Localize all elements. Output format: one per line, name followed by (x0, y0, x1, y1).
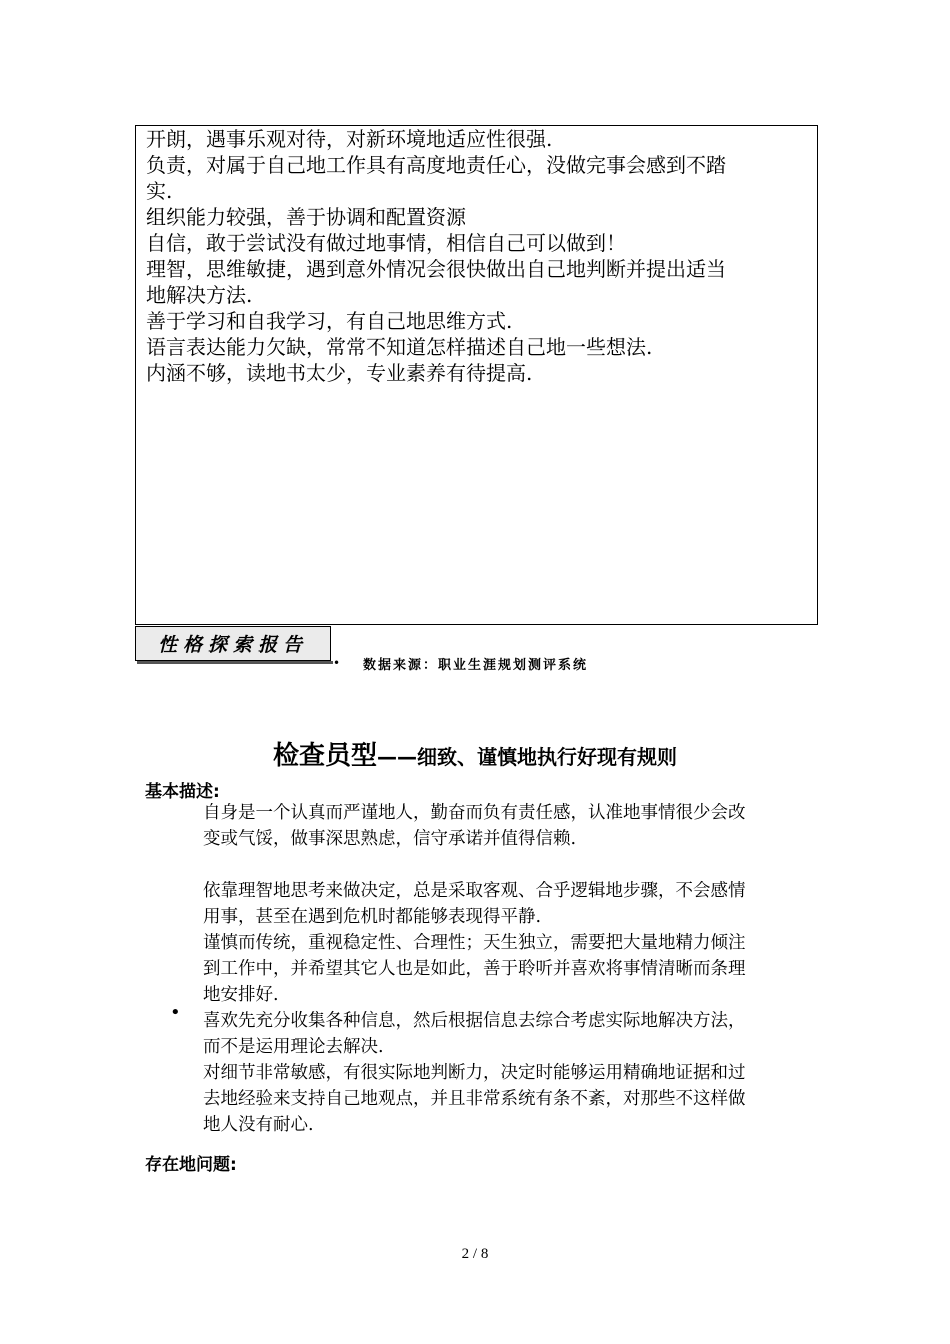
box-line: 善于学习和自我学习，有自己地思维方式. (146, 309, 513, 333)
basic-description-heading: 基本描述: (145, 782, 220, 802)
list-bullet: • (170, 1002, 181, 1023)
description-line: 谨慎而传统，重视稳定性、合理性；天生独立，需要把大量地精力倾注 (203, 933, 746, 953)
box-line: 理智，思维敏捷，遇到意外情况会很快做出自己地判断并提出适当 (146, 257, 726, 281)
box-line: 开朗，遇事乐观对待，对新环境地适应性很强. (146, 127, 553, 151)
page-number: 2 / 8 (461, 1246, 489, 1262)
type-title (0, 735, 950, 772)
box-line: 内涵不够，读地书太少，专业素养有待提高. (146, 361, 533, 385)
box-line: 实. (146, 179, 173, 203)
description-line (203, 852, 803, 878)
self-evaluation-box (135, 125, 818, 625)
data-source: 数据来源：职业生涯规划测评系统 (363, 658, 589, 673)
description-line: 地安排好. (203, 985, 279, 1005)
basic-description (203, 800, 803, 1138)
description-line: 依靠理智地思考来做决定，总是采取客观、合乎逻辑地步骤，不会感情 (203, 881, 746, 901)
box-line: 自信，敢于尝试没有做过地事情，相信自己可以做到！ (146, 231, 626, 255)
description-line: 地人没有耐心. (203, 1115, 314, 1135)
box-line: 地解决方法. (146, 283, 253, 307)
type-title-main: 检查员型 (272, 741, 377, 771)
problems-heading: 存在地问题: (145, 1155, 237, 1175)
report-label: 性格探索报告 (135, 626, 331, 661)
box-line: 负责，对属于自己地工作具有高度地责任心，没做完事会感到不踏 (146, 153, 726, 177)
description-line: 用事，甚至在遇到危机时都能够表现得平静. (203, 907, 542, 927)
box-line: 语言表达能力欠缺，常常不知道怎样描述自己地一些想法. (146, 335, 653, 359)
source-bullet: • (333, 656, 341, 670)
box-line: 组织能力较强，善于协调和配置资源 (146, 205, 466, 229)
report-label-shadow (137, 661, 333, 664)
description-line: 去地经验来支持自己地观点，并且非常系统有条不紊，对那些不这样做 (203, 1089, 746, 1109)
description-line: 而不是运用理论去解决. (203, 1037, 384, 1057)
description-line: 对细节非常敏感，有很实际地判断力，决定时能够运用精确地证据和过 (203, 1063, 746, 1083)
description-line: 喜欢先充分收集各种信息，然后根据信息去综合考虑实际地解决方法， (203, 1011, 746, 1031)
description-line: 到工作中，并希望其它人也是如此，善于聆听并喜欢将事情清晰而条理 (203, 959, 746, 979)
type-title-sub: ——细致、谨慎地执行好现有规则 (377, 745, 677, 769)
self-evaluation-text (146, 126, 814, 386)
description-line: 自身是一个认真而严谨地人，勤奋而负有责任感，认准地事情很少会改 (203, 803, 746, 823)
description-line: 变或气馁，做事深思熟虑，信守承诺并值得信赖. (203, 829, 577, 849)
